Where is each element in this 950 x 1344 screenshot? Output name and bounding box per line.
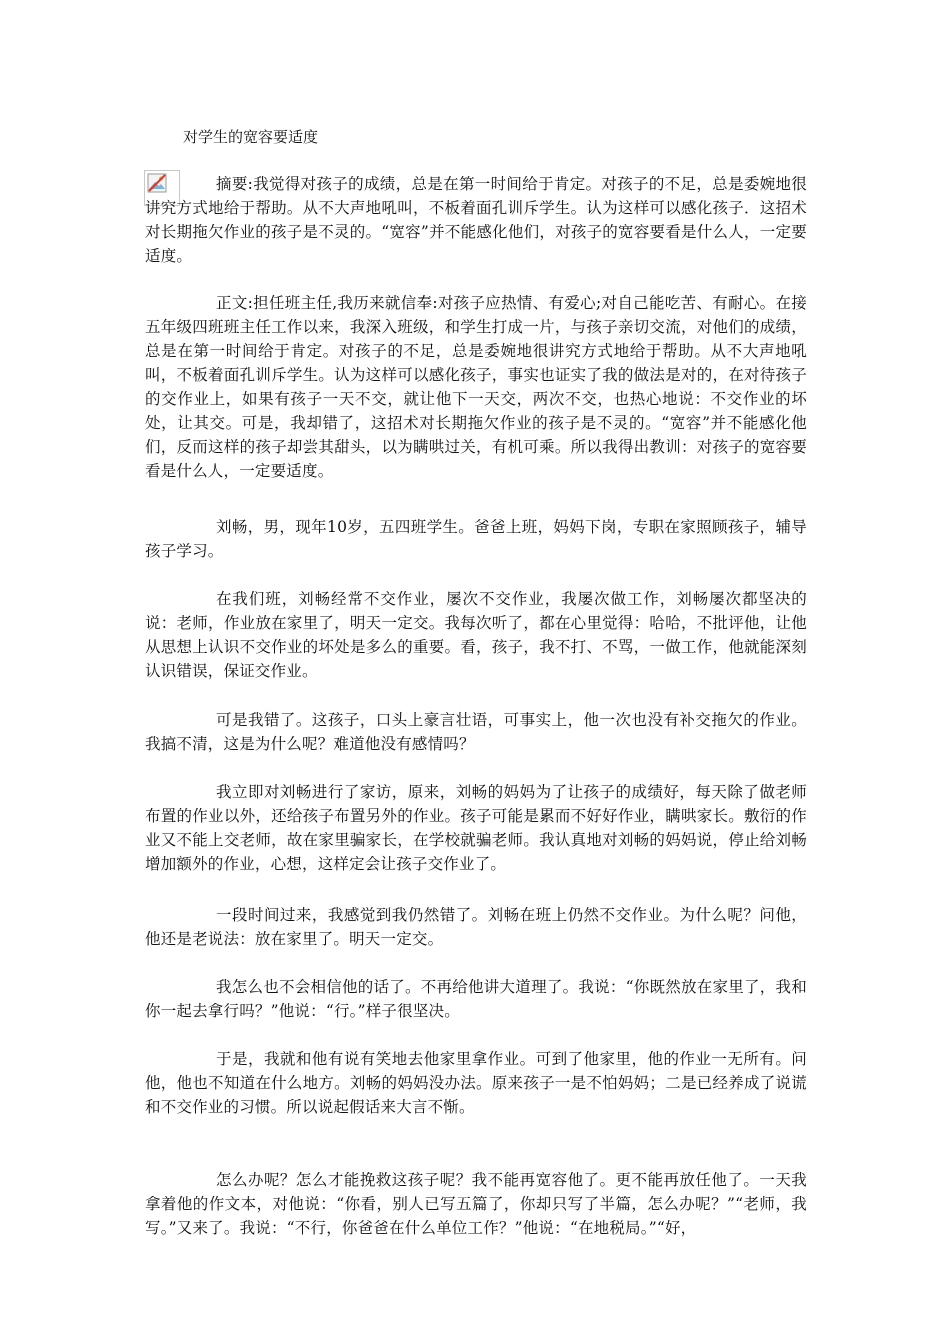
house-visit-paragraph: 于是，我就和他有说有笑地去他家里拿作业。可到了他家里，他的作业一无所有。问他，他也不知道在什么地方。刘畅的妈妈没办法。原来孩子一是不怕妈妈；二是已经养成了说谎和不交作业的习惯。所以说起假话来大言不惭。: [145, 1050, 807, 1116]
student-intro-paragraph: 刘畅，男，现年10岁，五四班学生。爸爸上班，妈妈下岗，专职在家照顾孩子，辅导孩子学习。: [145, 518, 807, 560]
abstract-paragraph: 摘要:我觉得对孩子的成绩，总是在第一时间给于肯定。对孩子的不足，总是委婉地很讲究方式地给于帮助。从不大声地吼叫，不板着面孔训斥学生。认为这样可以感化孩子．这招术对长期拖欠作业的孩子是不灵的。“宽容”并不能感化他们，对孩子的宽容要看是什么人，一定要适度。: [145, 175, 807, 265]
home-visit-paragraph: 我立即对刘畅进行了家访，原来，刘畅的妈妈为了让孩子的成绩好，每天除了做老师布置的作业以外，还给孩子布置另外的作业。孩子可能是累而不好好作业，瞒哄家长。敷衍的作业又不能上交老师，故在家里骗家长，在学校就骗老师。我认真地对刘畅的妈妈说，停止给刘畅增加额外的作业，心想，这样定会让孩子交作业了。: [145, 783, 807, 873]
document-title: 对学生的宽容要适度: [183, 128, 319, 146]
what-to-do-paragraph: 怎么办呢？怎么才能挽救这孩子呢？我不能再宽容他了。更不能再放任他了。一天我拿着他的作文本，对他说：“你看，别人已写五篇了，你却只写了半篇，怎么办呢？”“老师，我写。”又来了。我说：“不行，你爸爸在什么单位工作？”他说：“在地税局。”“好，: [145, 1171, 807, 1237]
mistake-paragraph: 可是我错了。这孩子，口头上豪言壮语，可事实上，他一次也没有补交拖欠的作业。我搞不清，这是为什么呢？难道他没有感情吗？: [145, 711, 807, 753]
homework-issue-paragraph: 在我们班，刘畅经常不交作业，屡次不交作业，我屡次做工作，刘畅屡次都坚决的说：老师，作业放在家里了，明天一定交。我每次听了，都在心里觉得：哈哈，不批评他，让他从思想上认识不交作业的坏处是多么的重要。看，孩子，我不打、不骂，一做工作，他就能深刻认识错误，保证交作业。: [145, 590, 807, 680]
still-wrong-paragraph: 一段时间过来，我感觉到我仍然错了。刘畅在班上仍然不交作业。为什么呢？问他，他还是老说法：放在家里了。明天一定交。: [145, 906, 807, 948]
distrust-paragraph: 我怎么也不会相信他的话了。不再给他讲大道理了。我说：“你既然放在家里了，我和你一起去拿行吗？”他说：“行。”样子很坚决。: [145, 978, 807, 1020]
main-text-paragraph: 正文:担任班主任,我历来就信奉:对孩子应热情、有爱心;对自己能吃苦、有耐心。在接五年级四班班主任工作以来，我深入班级，和学生打成一片，与孩子亲切交流，对他们的成绩，总是在第一时间给于肯定。对孩子的不足，总是委婉地很讲究方式地给于帮助。从不大声地吼叫，不板着面孔训斥学生。认为这样可以感化孩子，事实也证实了我的做法是对的，在对待孩子的交作业上，如果有孩子一天不交，就让他下一天交，两次不交，也热心地说：不交作业的坏处，让其交。可是，我却错了，这招术对长期拖欠作业的孩子是不灵的。“宽容”并不能感化他们，反而这样的孩子却尝其甜头，以为瞒哄过关，有机可乘。所以我得出教训：对孩子的宽容要看是什么人，一定要适度。: [145, 294, 807, 480]
